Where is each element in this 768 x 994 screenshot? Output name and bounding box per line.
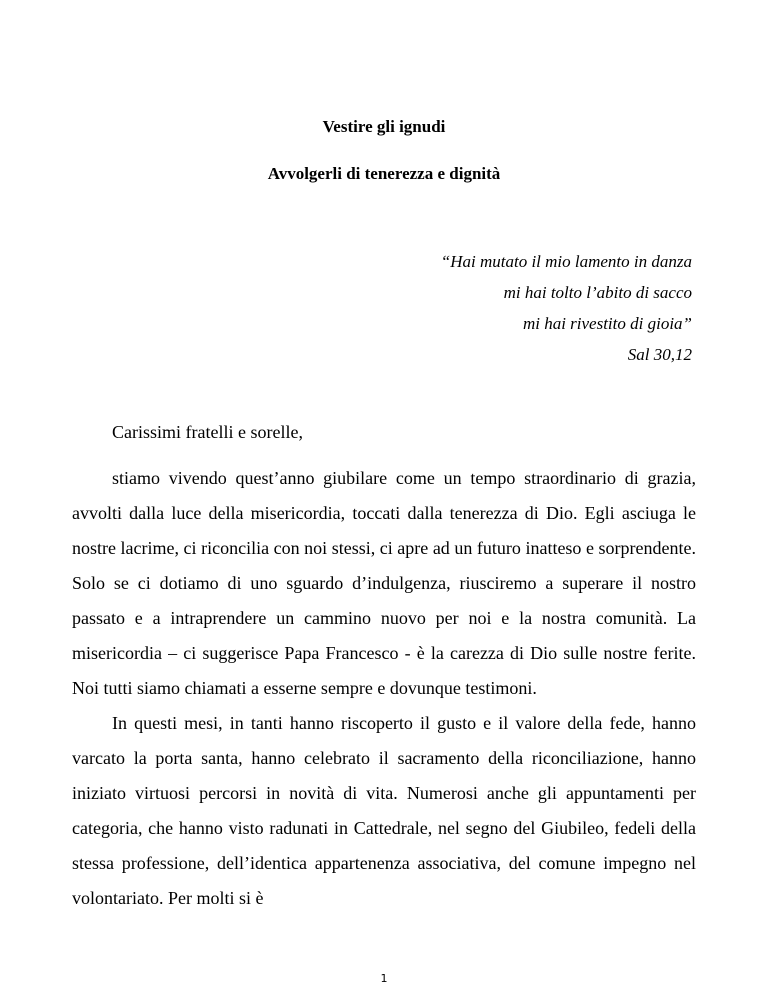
page-number: 1 bbox=[380, 972, 388, 985]
greeting: Carissimi fratelli e sorelle, bbox=[112, 422, 303, 442]
document-title: Vestire gli ignudi bbox=[322, 117, 446, 136]
paragraph: stiamo vivendo quest’anno giubilare come un tempo straordinario di grazia, avvolti dalla luce della misericordia, toccati dalla tenerezza di Dio. Egli asciuga le nostre lacrime, ci riconcilia con noi stessi, ci apre ad un futuro inatteso e sorprendente. Solo se ci dotiamo di uno sguardo d’indulgenza, riusciremo a superare il nostro passato e a intraprendere un cammino nuovo per noi e la nostra comunità. La misericordia – ci suggerisce Papa Francesco - è la carezza di Dio sulle nostre ferite. Noi tutti siamo chiamati a esserne sempre e dovunque testimoni. bbox=[72, 468, 696, 698]
paragraph: In questi mesi, in tanti hanno riscoperto il gusto e il valore della fede, hanno varcato la porta santa, hanno celebrato il sacramento della riconciliazione, hanno iniziato virtuosi percorsi in novità di vita. Numerosi anche gli appuntamenti per categoria, che hanno visto radunati in Cattedrale, nel segno del Giubileo, fedeli della stessa professione, dell’identica appartenenza associativa, del comune impegno nel volontariato. Per molti si è bbox=[72, 713, 696, 908]
epigraph-line: mi hai rivestito di gioia” bbox=[522, 314, 692, 333]
epigraph-quote bbox=[441, 246, 692, 370]
epigraph-line: mi hai tolto l’abito di sacco bbox=[503, 283, 692, 302]
epigraph-line: “Hai mutato il mio lamento in danza bbox=[440, 252, 692, 271]
epigraph-citation: Sal 30,12 bbox=[627, 345, 692, 364]
document-subtitle: Avvolgerli di tenerezza e dignità bbox=[267, 164, 501, 183]
body-text bbox=[72, 461, 696, 916]
